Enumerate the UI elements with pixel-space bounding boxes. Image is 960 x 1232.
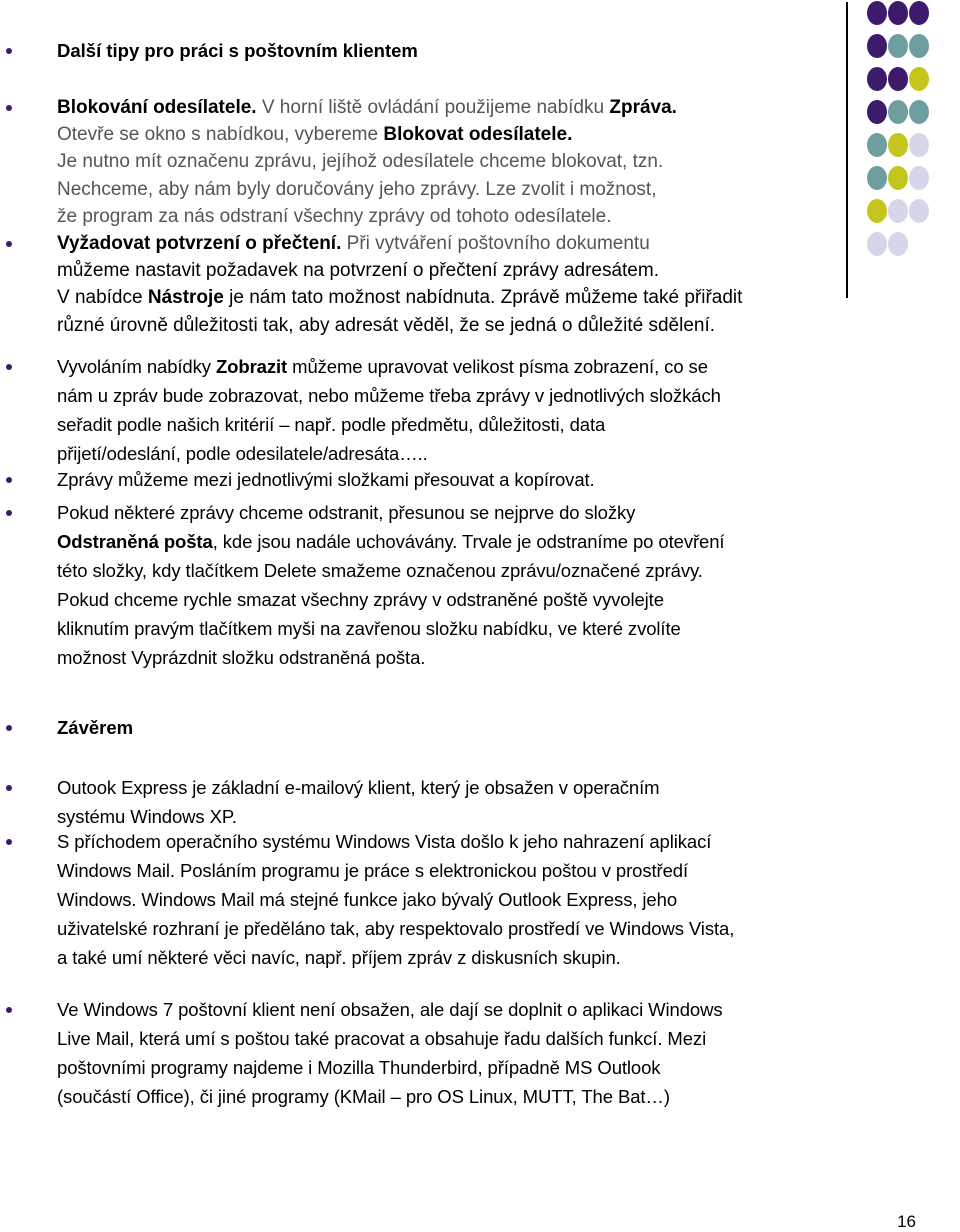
bullet-icon bbox=[6, 105, 12, 111]
decorative-dot bbox=[888, 199, 908, 223]
decorative-dot bbox=[867, 232, 887, 256]
bullet-icon bbox=[6, 477, 12, 483]
item-title: Vyžadovat potvrzení o přečtení. bbox=[57, 233, 342, 254]
bullet-icon bbox=[6, 241, 12, 247]
decorative-dot bbox=[888, 34, 908, 58]
decorative-dot bbox=[909, 100, 929, 124]
bullet-icon bbox=[6, 364, 12, 370]
decorative-dot bbox=[888, 133, 908, 157]
decorative-dot bbox=[909, 166, 929, 190]
dot-pattern-decoration bbox=[866, 0, 960, 260]
bullet-icon bbox=[6, 1007, 12, 1013]
bullet-icon bbox=[6, 48, 12, 54]
decorative-dot bbox=[867, 100, 887, 124]
section-heading: Další tipy pro práci s poštovním klientem bbox=[57, 40, 418, 61]
decorative-dot bbox=[888, 166, 908, 190]
bullet-icon bbox=[6, 725, 12, 731]
vertical-rule bbox=[846, 2, 848, 298]
item-title: Blokování odesílatele. bbox=[57, 97, 257, 118]
decorative-dot bbox=[867, 67, 887, 91]
decorative-dot bbox=[909, 67, 929, 91]
decorative-dot bbox=[867, 133, 887, 157]
decorative-dot bbox=[867, 1, 887, 25]
decorative-dot bbox=[867, 199, 887, 223]
bullet-icon bbox=[6, 785, 12, 791]
decorative-dot bbox=[888, 1, 908, 25]
document-page: Další tipy pro práci s poštovním klientem Blokování odesílatele. V horní liště ovládání použijeme nabídku Zpráva. Otevře se okno s nabídkou, vybereme Blokovat odesílatele. Je nutno mít označenu zprávu, jejíhož odesílatele chceme blokovat, tzn. Nechceme, aby nám byly doručovány jeho zprávy. Lze zvolit i možnost, že program za nás odstraní všechny zprávy od tohoto odesílatele. Vyžadovat potvrzení o přečtení. Při vytváření poštovního dokumentu můžeme nastavit požadavek na potvrzení o přečtení zprávy adresátem. V nabídce Nástroje je nám tato možnost nabídnuta. Zprávě můžeme také přiřadit různé úrovně důležitosti tak, aby adresát věděl, že se jedná o důležité sdělení. Vyvoláním nabídky Zobrazit můžeme upravovat velikost písma zobrazení, co se nám u zpráv bude zobrazovat, nebo můžeme třeba zprávy v jednotlivých složkách seřadit podle našich kritérií – např. podle předmětu, důležitosti, data přijetí/odeslání, podle odesilatele/adresáta….. Zprávy můžeme mezi jednotlivými složkami přesouvat a kopírovat. Pokud některé zprávy chceme odstranit, přesunou se nejprve do složky Odstraněná pošta, kde jsou nadále uchovávány. Trvale je odstraníme po otevření této složky, kdy tlačítkem Delete smažeme označenou zprávu/označené zprávy. Pokud chceme rychle smazat všechny zprávy v odstraněné poště vyvolejte kliknutím pravým tlačítkem myši na zavřenou složku nabídku, ve které zvolíte možnost Vyprázdnit složku odstraněná pošta. Závěrem Outook Express je základní e-mailový klient, který je obsažen v operačním systému Windows XP. S příchodem operačního systému Windows Vista došlo k jeho nahrazení aplikací Windows Mail. Posláním programu je práce s elektronickou poštou v prostředí Windows. Windows Mail má stejné funkce jako bývalý Outlook Express, jeho uživatelské rozhraní je předěláno tak, aby respektovalo prostředí ve Windows Vista, a také umí některé věci navíc, např. příjem zpráv z diskusních skupin. Ve Windows 7 poštovní klient není obsažen, ale dají se doplnit o aplikaci Windows Live Mail, která umí s poštou také pracovat a obsahuje řadu dalších funkcí. Mezi poštovními programy najdeme i Mozilla Thunderbird, případně MS Outlook (součástí Office), či jiné programy (KMail – pro OS Linux, MUTT, The Bat…) 16 bbox=[0, 0, 960, 1231]
bullet-icon bbox=[6, 839, 12, 845]
bullet-icon bbox=[6, 510, 12, 516]
decorative-dot bbox=[909, 199, 929, 223]
decorative-dot bbox=[867, 166, 887, 190]
decorative-dot bbox=[888, 100, 908, 124]
decorative-dot bbox=[909, 133, 929, 157]
decorative-dot bbox=[909, 1, 929, 25]
decorative-dot bbox=[909, 34, 929, 58]
decorative-dot bbox=[867, 34, 887, 58]
decorative-dot bbox=[888, 67, 908, 91]
decorative-dot bbox=[888, 232, 908, 256]
page-number: 16 bbox=[897, 1212, 916, 1231]
conclusion-heading: Závěrem bbox=[57, 717, 134, 738]
